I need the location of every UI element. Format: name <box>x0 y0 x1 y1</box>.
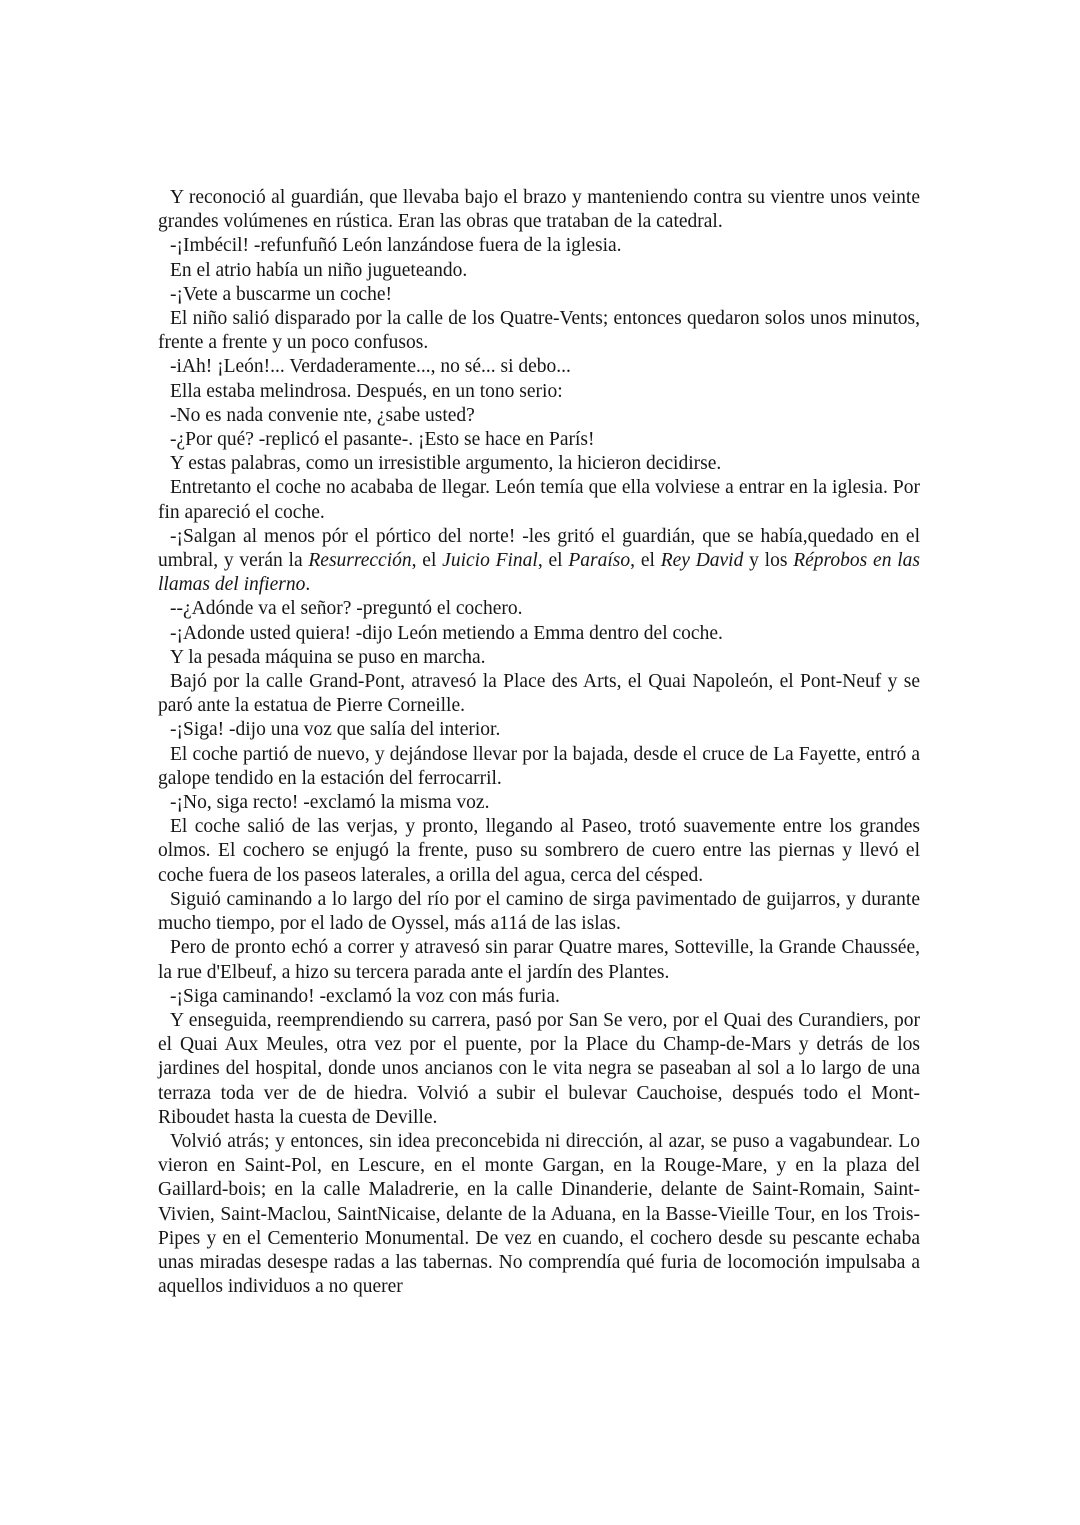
italic-text-run: Resurrección <box>308 550 412 572</box>
paragraph <box>158 597 920 621</box>
text-run: -No es nada convenie nte, ¿sabe usted? <box>170 404 475 426</box>
text-run: . <box>305 574 311 596</box>
paragraph <box>158 622 920 646</box>
paragraph <box>158 476 920 524</box>
paragraph <box>158 888 920 936</box>
italic-text-run: Rey David <box>660 550 744 572</box>
text-run: El coche partió de nuevo, y dejándose llevar por la bajada, desde el cruce de La Fayette, entró a galope tendido en la estación del ferrocarril. <box>158 743 920 789</box>
paragraph <box>158 718 920 742</box>
text-run: -¡Imbécil! -refunfuñó León lanzándose fuera de la iglesia. <box>170 235 622 257</box>
text-run: --¿Adónde va el señor? -preguntó el cochero. <box>170 598 523 620</box>
text-run: -¡Siga caminando! -exclamó la voz con más furia. <box>170 985 560 1007</box>
text-run: En el atrio había un niño jugueteando. <box>170 259 468 281</box>
paragraph <box>158 743 920 791</box>
paragraph <box>158 186 920 234</box>
text-run: Volvió atrás; y entonces, sin idea preconcebida ni dirección, al azar, se puso a vagabundear. Lo vieron en Saint-Pol, en Lescure, en el monte Gargan, en la Rouge-Mare, y en la plaza del Gaillard-bois; en la calle Maladrerie, en la calle Dinanderie, delante de Saint-Romain, Saint-Vivien, Saint-Maclou, SaintNicaise, delante de la Aduana, en la Basse-Vieille Tour, en los Trois-Pipes y en el Cementerio Monumental. De vez en cuando, el cochero desde su pescante echaba unas miradas desespe radas a las tabernas. No comprendía qué furia de locomoción impulsaba a aquellos individuos a no querer <box>158 1130 920 1298</box>
text-run: Ella estaba melindrosa. Después, en un tono serio: <box>170 380 563 402</box>
text-run: , el <box>630 550 661 572</box>
paragraph <box>158 452 920 476</box>
text-run: , el <box>537 550 569 572</box>
paragraph <box>158 525 920 598</box>
paragraph <box>158 670 920 718</box>
text-run: -¿Por qué? -replicó el pasante-. ¡Esto se hace en París! <box>170 429 595 451</box>
italic-text-run: Paraíso <box>568 550 631 572</box>
paragraph <box>158 1009 920 1130</box>
text-run: Entretanto el coche no acababa de llegar. León temía que ella volviese a entrar en la iglesia. Por fin apareció el coche. <box>158 477 920 523</box>
text-run: Pero de pronto echó a correr y atravesó sin parar Quatre mares, Sotteville, la Grande Chaussée, la rue d'Elbeuf, a hizo su tercera parada ante el jardín des Plantes. <box>158 937 920 983</box>
text-run: , el <box>411 550 443 572</box>
text-run: Y la pesada máquina se puso en marcha. <box>170 646 486 668</box>
italic-text-run: Réprobos en las llamas del infierno <box>158 550 920 596</box>
paragraph <box>158 404 920 428</box>
paragraph <box>158 985 920 1009</box>
text-run: -¡Siga! -dijo una voz que salía del interior. <box>170 719 501 741</box>
paragraph <box>158 815 920 888</box>
text-run: y los <box>743 550 794 572</box>
text-run: El coche salió de las verjas, y pronto, llegando al Paseo, trotó suavemente entre los grandes olmos. El cochero se enjugó la frente, puso su sombrero de cuero entre las piernas y llevó el coche fuera de los paseos laterales, a orilla del agua, cerca del césped. <box>158 816 920 886</box>
text-run: -¡No, siga recto! -exclamó la misma voz. <box>170 792 490 814</box>
paragraph <box>158 1130 920 1299</box>
paragraph <box>158 355 920 379</box>
paragraph <box>158 234 920 258</box>
italic-text-run: Juicio Final <box>442 550 538 572</box>
paragraph <box>158 380 920 404</box>
text-run: Y enseguida, reemprendiendo su carrera, pasó por San Se vero, por el Quai des Curandiers, por el Quai Aux Meules, otra vez por el puente, por la Place du Champ-de-Mars y detrás de los jardines del hospital, donde unos ancianos con le vita negra se paseaban al sol a lo largo de una terraza toda ver de de hiedra. Volvió a subir el bulevar Cauchoise, después todo el Mont-Riboudet hasta la cuesta de Deville. <box>158 1009 920 1128</box>
paragraph <box>158 646 920 670</box>
paragraph <box>158 283 920 307</box>
paragraph <box>158 791 920 815</box>
text-run: Y reconoció al guardián, que llevaba bajo el brazo y manteniendo contra su vientre unos veinte grandes volúmenes en rústica. Eran las obras que trataban de la catedral. <box>158 187 920 233</box>
text-run: El niño salió disparado por la calle de los Quatre-Vents; entonces quedaron solos unos minutos, frente a frente y un poco confusos. <box>158 308 920 354</box>
text-run: -¡Vete a buscarme un coche! <box>170 283 392 305</box>
paragraph <box>158 428 920 452</box>
paragraph <box>158 259 920 283</box>
paragraph <box>158 936 920 984</box>
page-text <box>158 186 920 1299</box>
text-run: Siguió caminando a lo largo del río por el camino de sirga pavimentado de guijarros, y durante mucho tiempo, por el lado de Oyssel, más a11á de las islas. <box>158 888 920 935</box>
text-run: -¡Salgan al menos pór el pórtico del norte! -les gritó el guardián, que se había,quedado en el umbral, y verán la <box>158 525 920 572</box>
text-run: Bajó por la calle Grand-Pont, atravesó la Place des Arts, el Quai Napoleón, el Pont-Neuf y se paró ante la estatua de Pierre Corneille. <box>158 671 920 717</box>
text-run: Y estas palabras, como un irresistible argumento, la hicieron decidirse. <box>170 453 722 475</box>
paragraph <box>158 307 920 355</box>
text-run: -iAh! ¡León!... Verdaderamente..., no sé... si debo... <box>170 356 571 378</box>
text-run: -¡Adonde usted quiera! -dijo León metiendo a Emma dentro del coche. <box>170 622 723 644</box>
